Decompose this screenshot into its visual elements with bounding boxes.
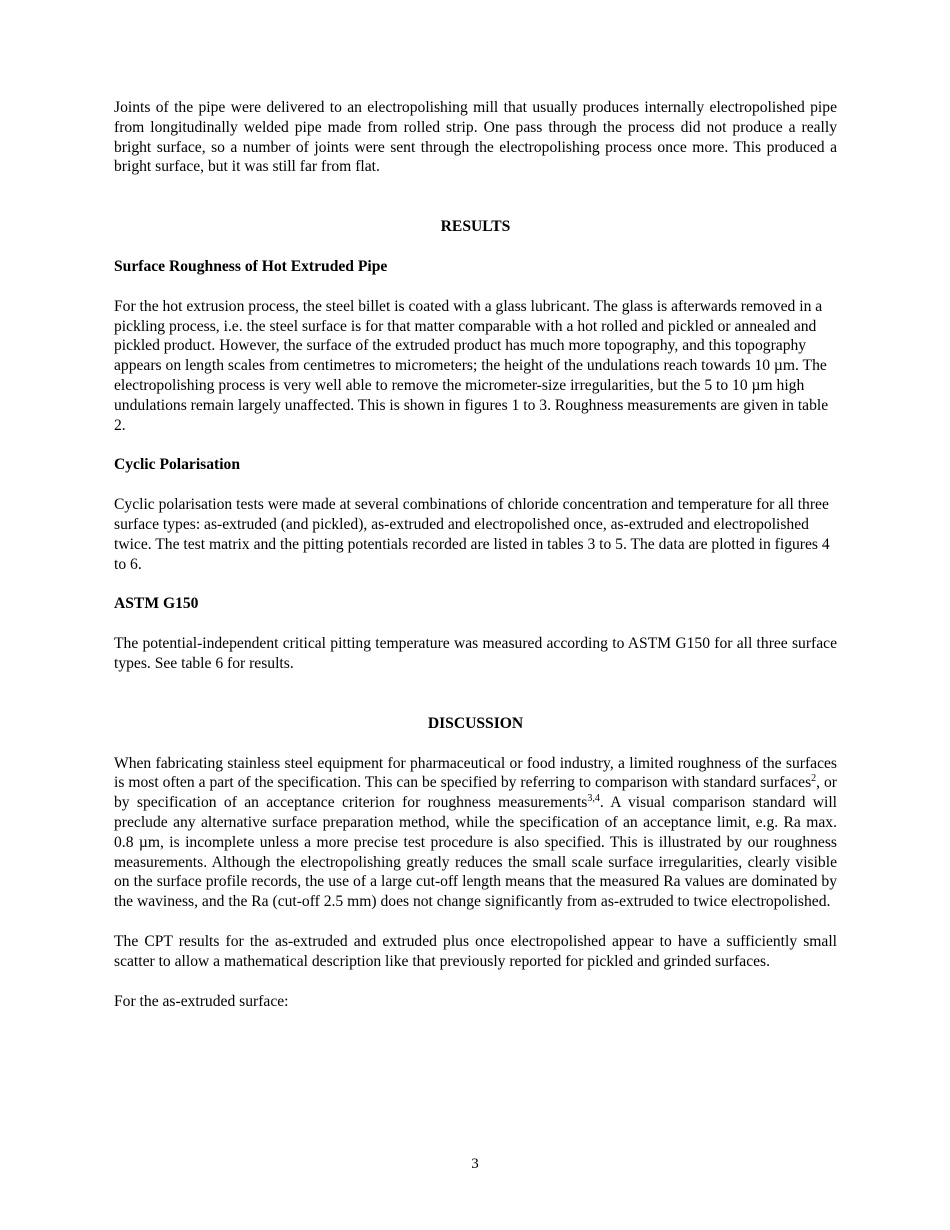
page-number: 3 [471,1156,479,1172]
discussion-p1-text-c: . A visual comparison standard will preclude any alternative surface preparation method, while the specification of an acceptance limit, e.g. Ra max. 0.8 µm, is incomplete unless a more precise test procedure is also specified. This is illustrated by our roughness measurements. Although the electropolishing greatly reduces the small scale surface irregularities, clearly visible on the surface profile records, the use of a large cut-off length means that the measured Ra values are dominated by the waviness, and the Ra (cut-off 2.5 mm) does not change significantly from as-extruded to twice electropolished. [114,794,837,911]
reference-superscript: 2 [811,773,817,785]
discussion-p1-text-a: When fabricating stainless steel equipment for pharmaceutical or food industry, a limited roughness of the surfaces is most often a part of the specification. This can be specified by referring to comparison with standard surfaces [114,754,837,792]
discussion-p1-text-b: , or by specification of an acceptance criterion for roughness measurements [114,774,837,812]
results-heading: RESULTS [440,218,511,236]
astm-paragraph: The potential-independent critical pitting temperature was measured according to ASTM G150 for all three surface types. See table 6 for results. [114,635,837,672]
astm-title: ASTM G150 [114,595,199,613]
surface-roughness-paragraph: For the hot extrusion process, the steel billet is coated with a glass lubricant. The glass is afterwards removed in a pickling process, i.e. the steel surface is for that matter comparable with a hot rolled and pickled or annealed and pickled product. However, the surface of the extruded product has much more topography, and this topography appears on length scales from centimetres to micrometers; the height of the undulations reach towards 10 µm. The electropolishing process is very well able to remove the micrometer-size irregularities, but the 5 to 10 µm high undulations remain largely unaffected. This is shown in figures 1 to 3. Roughness measurements are given in table 2. [114,297,829,434]
intro-paragraph: Joints of the pipe were delivered to an electropolishing mill that usually produces internally electropolished pipe from longitudinally welded pipe made from rolled strip. One pass through the process did not produce a really bright surface, so a number of joints were sent through the electropolishing process once more. This produced a bright surface, but it was still far from flat. [114,99,837,176]
discussion-heading: DISCUSSION [427,714,524,732]
surface-roughness-title: Surface Roughness of Hot Extruded Pipe [114,257,388,275]
discussion-paragraph-3: For the as-extruded surface: [114,992,289,1010]
cyclic-polarisation-title: Cyclic Polarisation [114,456,241,474]
discussion-paragraph-2: The CPT results for the as-extruded and extruded plus once electropolished appear to have a sufficiently small scatter to allow a mathematical description like that previously reported for pickled and grinded surfaces. [114,932,837,970]
discussion-paragraph-1 [114,754,837,912]
reference-superscript: 3,4 [587,793,600,805]
page-body [114,98,837,1011]
cyclic-polarisation-paragraph: Cyclic polarisation tests were made at several combinations of chloride concentration and temperature for all three surface types: as-extruded (and pickled), as-extruded and electropolished once, as-extruded and electropolished twice. The test matrix and the pitting potentials recorded are listed in tables 3 to 5. The data are plotted in figures 4 to 6. [114,496,830,573]
